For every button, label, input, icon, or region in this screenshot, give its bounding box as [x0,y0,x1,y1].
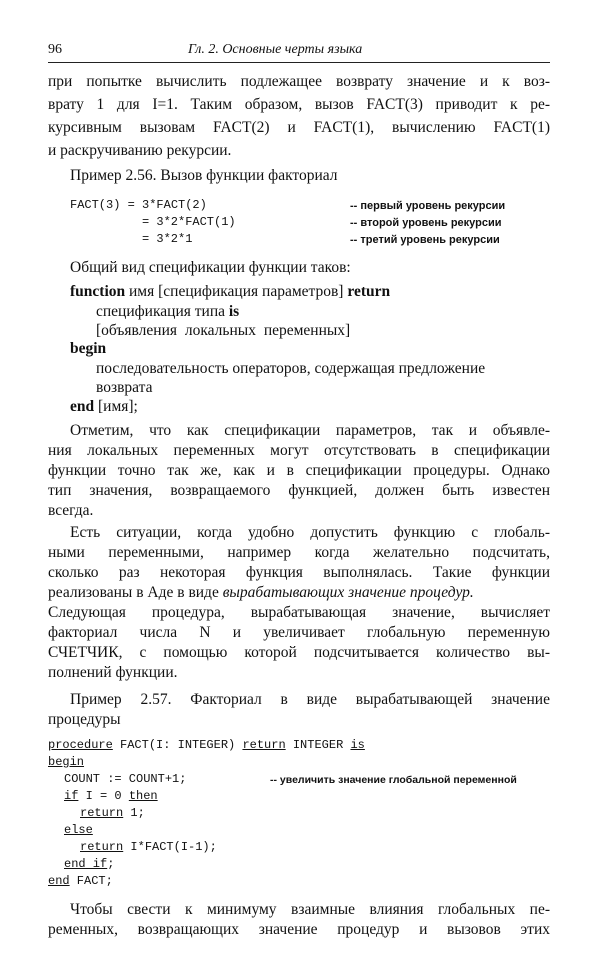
code-line: FACT(3) = 3*FACT(2) [70,198,207,212]
example-caption: Пример 2.57. Факториал в виде вырабатывающей значение [70,691,550,708]
para-line: полнений функции. [48,664,178,681]
keyword: is [228,303,240,320]
code-line [48,738,365,752]
spec-line: [объявления локальных переменных] [96,322,351,339]
header-rule [48,62,550,63]
spec-text: спецификация типа [96,303,229,320]
spec-line [70,282,572,302]
code-text: 1; [123,806,145,820]
example-caption: процедуры [48,711,121,728]
code-comment: -- первый уровень рекурсии [350,200,506,212]
keyword: is [350,738,365,752]
para-line: тип значения, возвращаемого функцией, должен быть известен [48,482,550,499]
spec-line: возврата [96,379,153,396]
code-line [64,789,158,803]
keyword: end if [64,857,108,871]
code-line: = 3*2*1 [142,232,193,246]
intro-line: курсивным вызовам FACT(2) и FACT(1), вычислению FACT(1) [48,119,550,136]
spec-text: имя [спецификация параметров] [125,283,348,300]
example-caption: Пример 2.56. Вызов функции факториал [70,167,338,184]
para-line: Чтобы свести к минимуму взаимные влияния глобальных пе- [70,901,550,918]
intro-line: врату 1 для I=1. Таким образом, вызов FACT(3) приводит к ре- [48,96,550,113]
code-text: FACT; [69,874,113,888]
keyword: begin [48,755,85,769]
emphasis: вырабатывающих значение процедур. [222,584,474,601]
code-text: ; [107,857,115,871]
spec-text: [имя]; [94,398,138,415]
code-comment: -- увеличить значение глобальной переменной [270,774,517,786]
code-line [64,857,114,871]
keyword: else [64,823,93,837]
para-line: факториал числа N и увеличивает глобальную переменную [48,624,550,641]
code-text: FACT(I: INTEGER) [112,738,243,752]
para-line: ными переменными, например когда желательно подсчитать, [48,544,550,561]
code-line: COUNT := COUNT+1; [64,772,187,786]
code-line [64,823,93,837]
keyword: end [70,398,95,415]
keyword: return [80,840,124,854]
intro-line: и раскручиванию рекурсии. [48,142,232,159]
spec-line [96,302,598,322]
keyword: then [128,789,158,803]
intro-line: при попытке вычислить подлежащее возврату значение и к воз- [48,73,550,90]
para-line [48,583,550,603]
para-line: ременных, возвращающих значение процедур и вызовов этих [48,921,550,938]
keyword: procedure [48,738,113,752]
code-line [48,755,84,769]
spec-line: последовательность операторов, содержащая предложение [96,360,486,377]
keyword: return [347,283,391,300]
para-line: Есть ситуации, когда удобно допустить функцию с глобаль- [70,524,550,541]
keyword: end [48,874,70,888]
para-line: ния локальных переменных могут отсутствовать в спецификации [48,442,550,459]
para-text: реализованы в Аде в виде [48,584,223,601]
code-comment: -- третий уровень рекурсии [350,234,500,246]
keyword: return [80,806,124,820]
running-title: Гл. 2. Основные черты языка [188,42,363,57]
spec-line [70,397,572,417]
page-number: 96 [48,42,62,57]
code-line [48,874,113,888]
para-line: всегда. [48,502,94,519]
para-line: функции точно так же, как и в спецификации процедуры. Однако [48,462,550,479]
code-line: = 3*2*FACT(1) [142,215,236,229]
code-line [80,806,145,820]
code-comment: -- второй уровень рекурсии [350,217,502,229]
code-text: I*FACT(I-1); [123,840,217,854]
keyword: begin [70,340,107,357]
para-line: Следующая процедура, вырабатывающая значение, вычисляет [48,604,550,621]
keyword: function [70,283,126,300]
para-line: СЧЕТЧИК, с помощью которой подсчитывается количество вы- [48,644,550,661]
keyword: if [64,789,79,803]
code-text: I = 0 [78,789,129,803]
code-line [80,840,217,854]
spec-lead: Общий вид спецификации функции таков: [70,259,351,276]
para-line: Отметим, что как спецификации параметров, так и объявле- [70,422,550,439]
running-header [48,42,550,62]
keyword: return [242,738,286,752]
para-line: сколько раз некоторая функция выполнялась. Такие функции [48,564,550,581]
code-text: INTEGER [285,738,351,752]
